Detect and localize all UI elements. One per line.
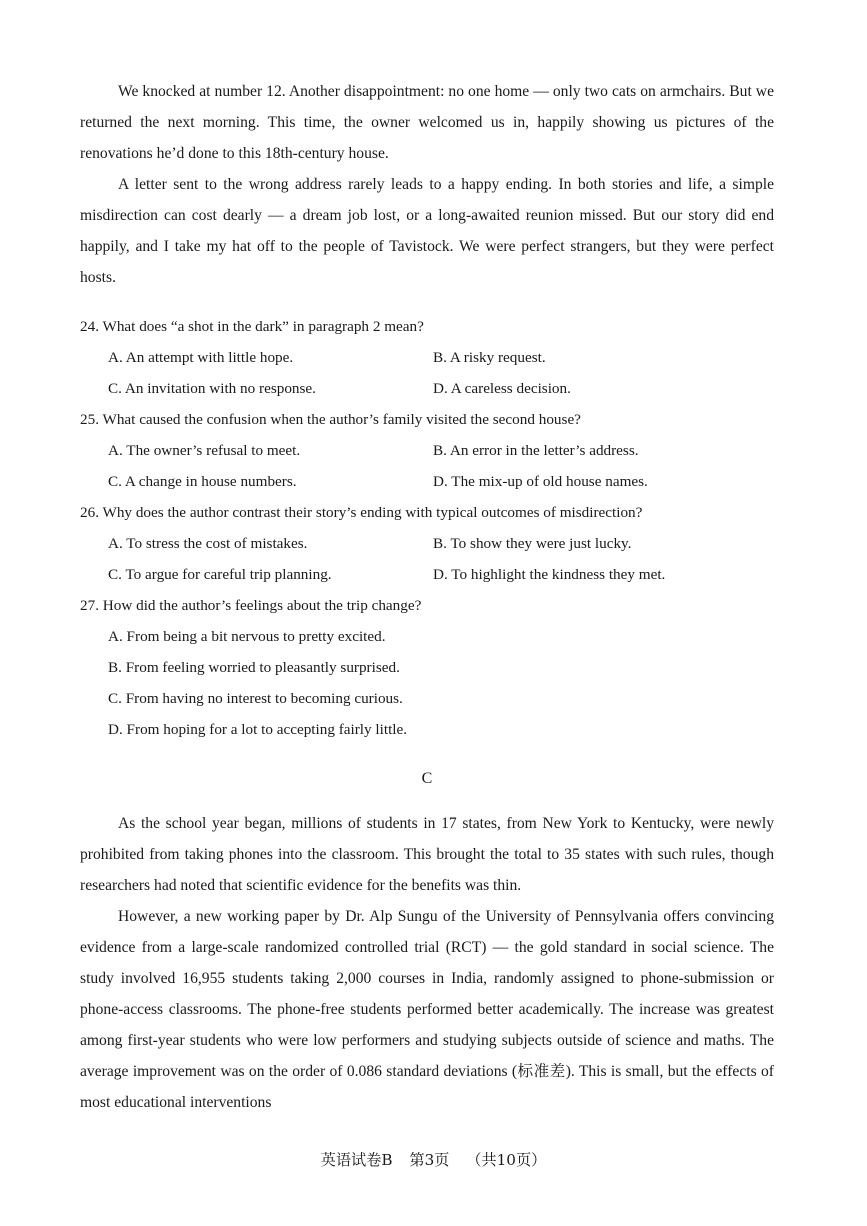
passage-paragraph: We knocked at number 12. Another disappointment: no one home — only two cats on armchairs. But we returned the next morning. This time, the owner welcomed us in, happily showing us pictures of the renovations he’d done to this 18th-century house. [80, 83, 774, 162]
question-26 [80, 497, 774, 590]
option-a: A. To stress the cost of mistakes. [108, 535, 308, 552]
option-a: A. The owner’s refusal to meet. [108, 442, 301, 459]
exam-page [80, 76, 774, 1118]
question-options [108, 621, 774, 745]
option-d: D. To highlight the kindness they met. [433, 566, 666, 583]
option-d: D. From hoping for a lot to accepting fairly little. [108, 721, 408, 738]
option-b: B. A risky request. [433, 349, 546, 366]
option-d: D. The mix-up of old house names. [433, 473, 648, 490]
option-a: A. An attempt with little hope. [108, 349, 294, 366]
footer-subject: 英语试卷B [320, 1151, 393, 1169]
section-heading: C [421, 770, 433, 787]
option-b: B. To show they were just lucky. [433, 535, 632, 552]
option-b: B. From feeling worried to pleasantly surprised. [108, 659, 400, 676]
passage-paragraph: However, a new working paper by Dr. Alp Sungu of the University of Pennsylvania offers convincing evidence from a large-scale randomized controlled trial (RCT) — the gold standard in social science. The study involved 16,955 students taking 2,000 courses in India, randomly assigned to phone-submission or phone-access classrooms. The phone-free students performed better academically. The increase was greatest among first-year students who were low performers and studying subjects outside of science and maths. The average improvement was on the order of 0.086 standard deviations (标准差). This is small, but the effects of most educational interventions [80, 908, 774, 1111]
passage-paragraph: As the school year began, millions of students in 17 states, from New York to Kentucky, were newly prohibited from taking phones into the classroom. This brought the total to 35 states with such rules, though researchers had noted that scientific evidence for the benefits was thin. [80, 815, 774, 894]
passage-paragraph: A letter sent to the wrong address rarely leads to a happy ending. In both stories and life, a simple misdirection can cost dearly — a dream job lost, or a long-awaited reunion missed. But our story did end happily, and I take my hat off to the people of Tavistock. We were perfect strangers, but they were perfect hosts. [80, 176, 774, 286]
question-24 [80, 311, 774, 404]
question-27 [80, 590, 774, 745]
option-b: B. An error in the letter’s address. [433, 442, 639, 459]
option-a: A. From being a bit nervous to pretty excited. [108, 628, 386, 645]
option-c: C. From having no interest to becoming curious. [108, 690, 403, 707]
question-stem: 25. What caused the confusion when the author’s family visited the second house? [80, 411, 581, 428]
question-stem: 26. Why does the author contrast their story’s ending with typical outcomes of misdirection? [80, 504, 643, 521]
question-options [108, 435, 774, 497]
footer-page-number: 第3页 [409, 1151, 450, 1169]
question-stem: 27. How did the author’s feelings about the trip change? [80, 597, 422, 614]
page-footer [0, 1149, 867, 1170]
option-c: C. A change in house numbers. [108, 473, 297, 490]
option-c: C. To argue for careful trip planning. [108, 566, 332, 583]
question-options [108, 342, 774, 404]
option-d: D. A careless decision. [433, 380, 571, 397]
footer-total-pages: （共10页） [466, 1151, 547, 1169]
question-25 [80, 404, 774, 497]
question-options [108, 528, 774, 590]
question-stem: 24. What does “a shot in the dark” in paragraph 2 mean? [80, 318, 424, 335]
option-c: C. An invitation with no response. [108, 380, 316, 397]
